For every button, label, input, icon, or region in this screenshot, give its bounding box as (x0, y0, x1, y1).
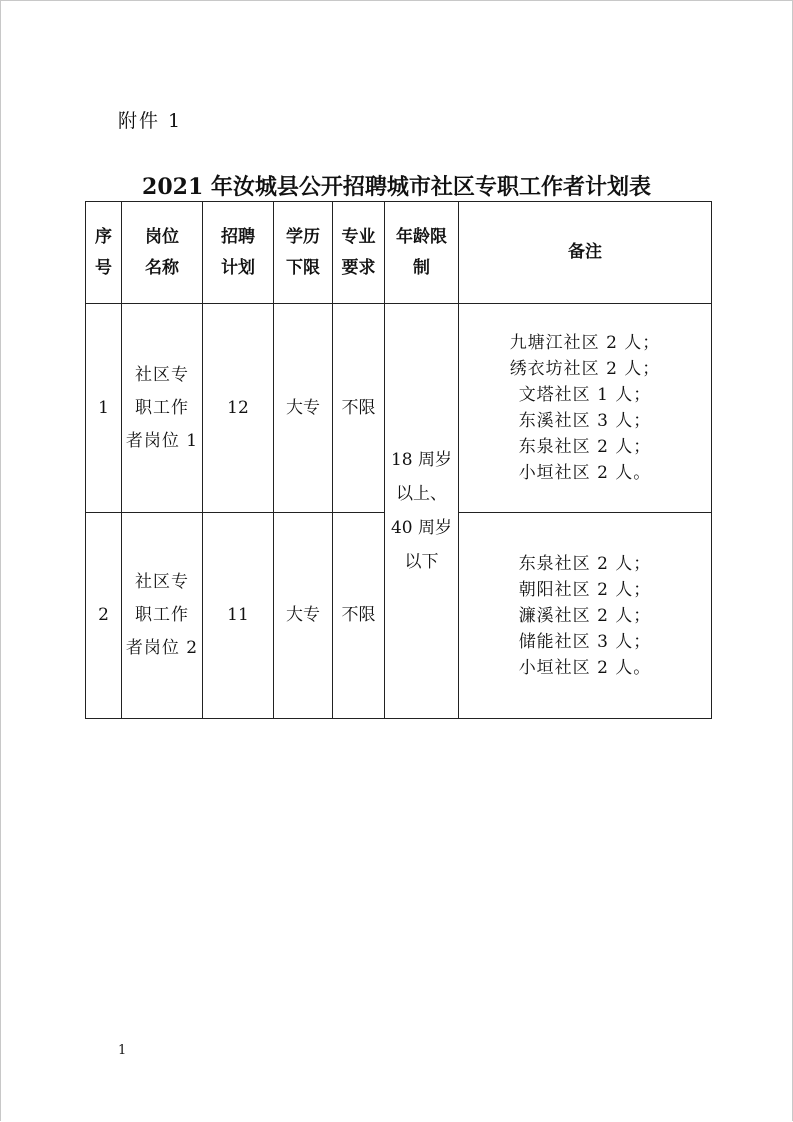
cell-age-limit: 18 周岁 以上、 40 周岁 以下 (385, 304, 459, 719)
recruitment-plan-table (85, 201, 712, 719)
attachment-label: 附件 1 (118, 110, 183, 132)
table-row (86, 304, 712, 513)
cell-position: 社区专 职工作 者岗位 1 (122, 304, 203, 513)
cell-education: 大专 (274, 513, 333, 719)
header-plan: 招聘 计划 (203, 202, 274, 304)
cell-seq: 1 (86, 304, 122, 513)
header-education: 学历 下限 (274, 202, 333, 304)
page-number: 1 (118, 1043, 127, 1058)
cell-remarks: 东泉社区 2 人； 朝阳社区 2 人； 濂溪社区 2 人； 储能社区 3 人； 小垣社区 2 人。 (459, 513, 712, 719)
cell-plan: 11 (203, 513, 274, 719)
cell-education: 大专 (274, 304, 333, 513)
header-remark: 备注 (459, 202, 712, 304)
cell-major: 不限 (333, 304, 385, 513)
page-title: 2021 年汝城县公开招聘城市社区专职工作者计划表 (142, 174, 651, 200)
header-position: 岗位 名称 (122, 202, 203, 304)
table-header-row (86, 202, 712, 304)
header-major: 专业 要求 (333, 202, 385, 304)
cell-remarks: 九塘江社区 2 人； 绣衣坊社区 2 人； 文塔社区 1 人； 东溪社区 3 人； 东泉社区 2 人； 小垣社区 2 人。 (459, 304, 712, 513)
cell-seq: 2 (86, 513, 122, 719)
cell-plan: 12 (203, 304, 274, 513)
header-age: 年龄限 制 (385, 202, 459, 304)
cell-major: 不限 (333, 513, 385, 719)
cell-position: 社区专 职工作 者岗位 2 (122, 513, 203, 719)
header-seq: 序 号 (86, 202, 122, 304)
